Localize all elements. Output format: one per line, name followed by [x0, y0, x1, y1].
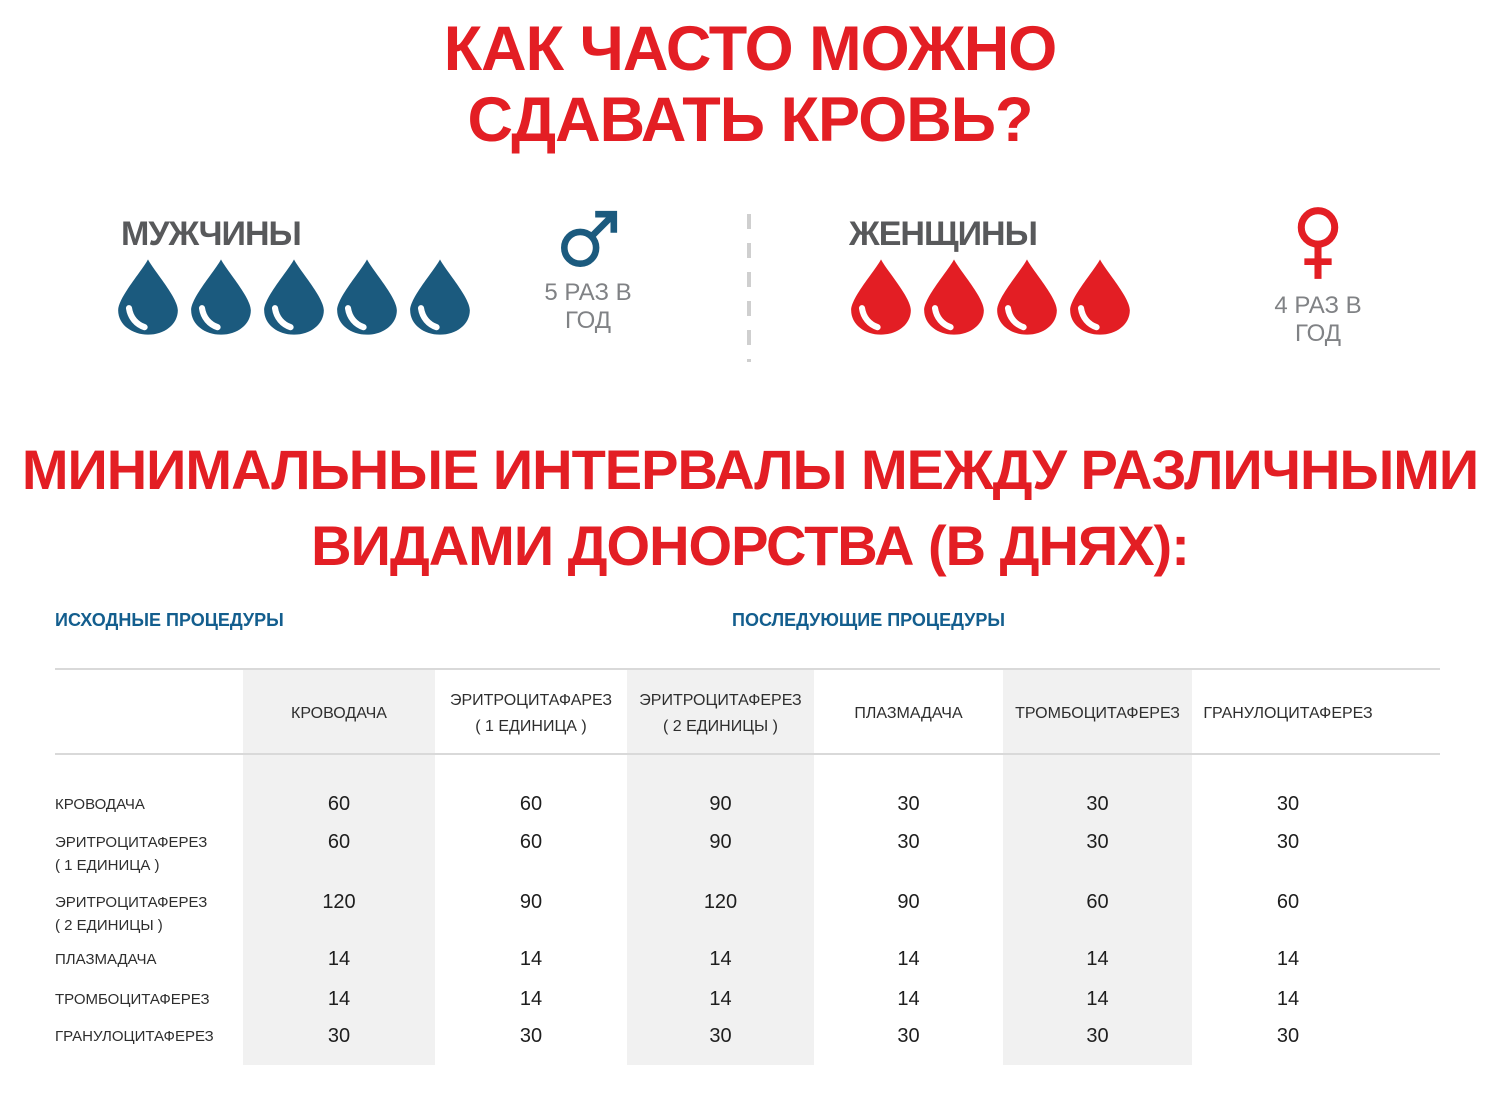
- men-frequency: 5 РАЗ В ГОД: [544, 279, 632, 334]
- interval-value: 90: [519, 891, 543, 913]
- interval-value: 30: [709, 1025, 732, 1047]
- column-header: ТРОМБОЦИТАФЕРЕЗ: [1015, 704, 1180, 722]
- blood-drop-icon: [114, 258, 182, 336]
- men-drops: [114, 258, 474, 336]
- interval-value: 120: [703, 891, 738, 913]
- interval-value: 14: [897, 948, 920, 970]
- interval-value: 90: [897, 891, 920, 913]
- interval-value: 60: [327, 793, 351, 815]
- table-row: [55, 948, 1440, 988]
- interval-value: 14: [1086, 948, 1109, 970]
- blood-drop-icon: [187, 258, 255, 336]
- interval-value: 30: [1086, 793, 1109, 815]
- women-frequency: 4 РАЗ В ГОД: [1274, 292, 1362, 347]
- interval-value: 60: [1086, 891, 1109, 913]
- interval-value: 30: [897, 831, 920, 853]
- interval-value: 90: [709, 831, 732, 853]
- interval-value: 30: [1276, 793, 1300, 815]
- interval-value: 30: [1276, 1025, 1300, 1047]
- blood-drop-icon: [847, 258, 915, 336]
- row-label: ЭРИТРОЦИТАФЕРЕЗ ( 2 ЕДИНИЦЫ ): [55, 894, 208, 934]
- blood-drop-icon: [920, 258, 988, 336]
- page-title: [0, 14, 1500, 156]
- interval-table-body: [55, 793, 1440, 1071]
- interval-value: 120: [322, 891, 356, 913]
- interval-table-header: [55, 670, 1440, 753]
- interval-value: 14: [519, 988, 543, 1010]
- women-symbol-group: [1250, 207, 1386, 348]
- interval-value: 14: [897, 988, 920, 1010]
- column-header: ПЛАЗМАДАЧА: [854, 704, 963, 722]
- interval-value: 60: [1276, 891, 1300, 913]
- blood-drop-icon: [333, 258, 401, 336]
- interval-value: 14: [327, 988, 351, 1010]
- blood-drop-icon: [993, 258, 1061, 336]
- women-label: ЖЕНЩИНЫ: [849, 215, 1037, 253]
- column-header: ЭРИТРОЦИТАФАРЕЗ ( 1 ЕДИНИЦА ): [449, 691, 613, 735]
- interval-value: 30: [897, 793, 920, 815]
- interval-value: 14: [1086, 988, 1109, 1010]
- interval-value: 30: [327, 1025, 351, 1047]
- blood-drop-icon: [1066, 258, 1134, 336]
- men-symbol-group: [520, 210, 656, 335]
- women-drops: [847, 258, 1134, 336]
- column-header: ЭРИТРОЦИТАФЕРЕЗ ( 2 ЕДИНИЦЫ ): [639, 691, 802, 735]
- column-header: КРОВОДАЧА: [291, 704, 387, 722]
- row-label: КРОВОДАЧА: [55, 796, 145, 813]
- interval-value: 14: [1276, 988, 1300, 1010]
- interval-value: 60: [519, 831, 543, 853]
- blood-drop-icon: [260, 258, 328, 336]
- interval-value: 90: [709, 793, 732, 815]
- column-header: ГРАНУЛОЦИТАФЕРЕЗ: [1203, 704, 1373, 722]
- table-row: [55, 988, 1440, 1025]
- interval-value: 14: [327, 948, 351, 970]
- row-label: ТРОМБОЦИТАФЕРЕЗ: [55, 991, 210, 1008]
- page-title-line2: СДАВАТЬ КРОВЬ?: [467, 85, 1033, 155]
- interval-value: 14: [1276, 948, 1300, 970]
- table-row: [55, 1025, 1440, 1071]
- intervals-title-line1: МИНИМАЛЬНЫЕ ИНТЕРВАЛЫ МЕЖДУ РАЗЛИЧНЫМИ: [21, 438, 1479, 501]
- subsequent-procedures-label: ПОСЛЕДУЮЩИЕ ПРОЦЕДУРЫ: [732, 610, 1005, 630]
- female-symbol-icon: [1296, 207, 1340, 283]
- interval-value: 30: [1086, 1025, 1109, 1047]
- interval-value: 14: [519, 948, 543, 970]
- row-label: ГРАНУЛОЦИТАФЕРЕЗ: [55, 1028, 214, 1045]
- table-row: [55, 831, 1440, 891]
- blood-drop-icon: [406, 258, 474, 336]
- interval-table: [55, 668, 1440, 1075]
- men-label: МУЖЧИНЫ: [121, 215, 301, 253]
- row-label: ЭРИТРОЦИТАФЕРЕЗ ( 1 ЕДИНИЦА ): [55, 834, 208, 874]
- interval-value: 60: [327, 831, 351, 853]
- table-header-border: [55, 753, 1440, 755]
- male-symbol-icon: [558, 210, 618, 270]
- intervals-title-line2: ВИДАМИ ДОНОРСТВА (В ДНЯХ):: [311, 514, 1189, 577]
- interval-value: 30: [1086, 831, 1109, 853]
- interval-value: 30: [1276, 831, 1300, 853]
- interval-value: 14: [709, 948, 732, 970]
- source-procedures-label: ИСХОДНЫЕ ПРОЦЕДУРЫ: [55, 610, 284, 630]
- interval-value: 30: [897, 1025, 920, 1047]
- interval-value: 14: [709, 988, 732, 1010]
- intervals-title: [0, 432, 1500, 584]
- interval-value: 30: [519, 1025, 543, 1047]
- page-title-line1: КАК ЧАСТО МОЖНО: [443, 14, 1057, 84]
- row-label: ПЛАЗМАДАЧА: [55, 951, 157, 968]
- interval-value: 60: [519, 793, 543, 815]
- table-row: [55, 891, 1440, 948]
- vertical-dashed-divider: [747, 214, 751, 362]
- table-row: [55, 793, 1440, 831]
- row-label-column-spacer: [55, 710, 243, 714]
